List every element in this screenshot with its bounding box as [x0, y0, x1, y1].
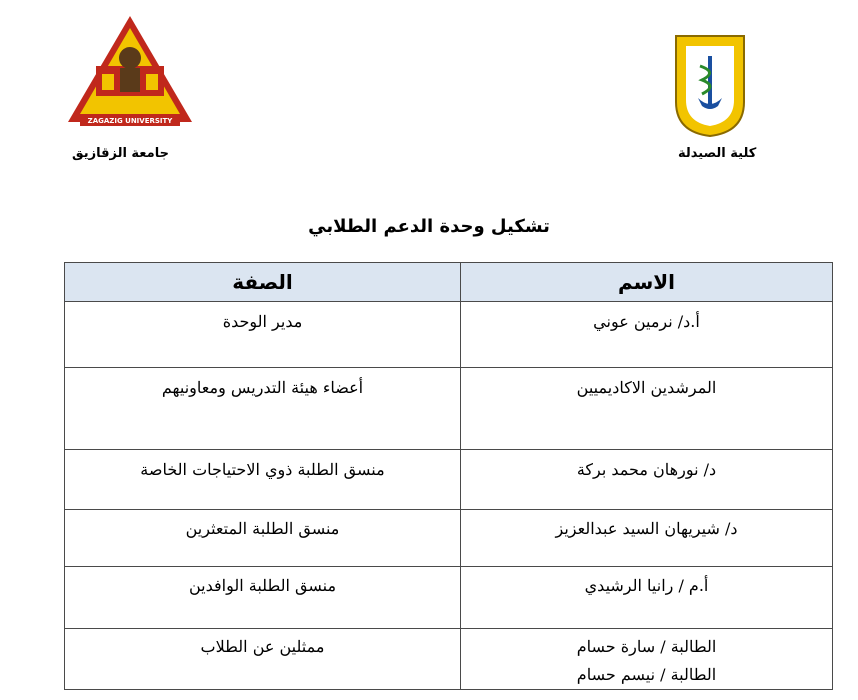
student-rep-1: الطالبة / سارة حسام [576, 637, 717, 656]
table-row [65, 450, 833, 510]
table-row [65, 567, 833, 629]
cell-role: منسق الطلبة المتعثرين [65, 510, 461, 567]
header-name: الاسم [461, 263, 833, 302]
cell-role: أعضاء هيئة التدريس ومعاونيهم [65, 368, 461, 450]
table-row [65, 368, 833, 450]
table-row [65, 302, 833, 368]
table-row [65, 629, 833, 690]
cell-name: د/ نورهان محمد بركة [461, 450, 833, 510]
faculty-of-pharmacy-logo [672, 32, 748, 138]
document-title: تشكيل وحدة الدعم الطلابي [308, 216, 550, 237]
student-rep-2: الطالبة / نيسم حسام [576, 665, 717, 684]
cell-name: أ.م / رانيا الرشيدي [461, 567, 833, 629]
university-caption: جامعة الزقازيق [72, 146, 169, 161]
table-header-row [65, 263, 833, 302]
cell-role: منسق الطلبة ذوي الاحتياجات الخاصة [65, 450, 461, 510]
cell-role: منسق الطلبة الوافدين [65, 567, 461, 629]
cell-role: مدير الوحدة [65, 302, 461, 368]
cell-role: ممثلين عن الطلاب [65, 629, 461, 690]
cell-name: أ.د/ نرمين عوني [461, 302, 833, 368]
header-role: الصفة [65, 263, 461, 302]
cell-name [461, 629, 833, 690]
table-row [65, 510, 833, 567]
university-logo-text: ZAGAZIG UNIVERSITY [87, 117, 173, 125]
student-support-unit-table [64, 262, 833, 690]
cell-name: د/ شيريهان السيد عبدالعزيز [461, 510, 833, 567]
faculty-caption: كلية الصيدلة [678, 146, 757, 161]
zagazig-university-logo [66, 14, 194, 130]
cell-name: المرشدين الاكاديميين [461, 368, 833, 450]
